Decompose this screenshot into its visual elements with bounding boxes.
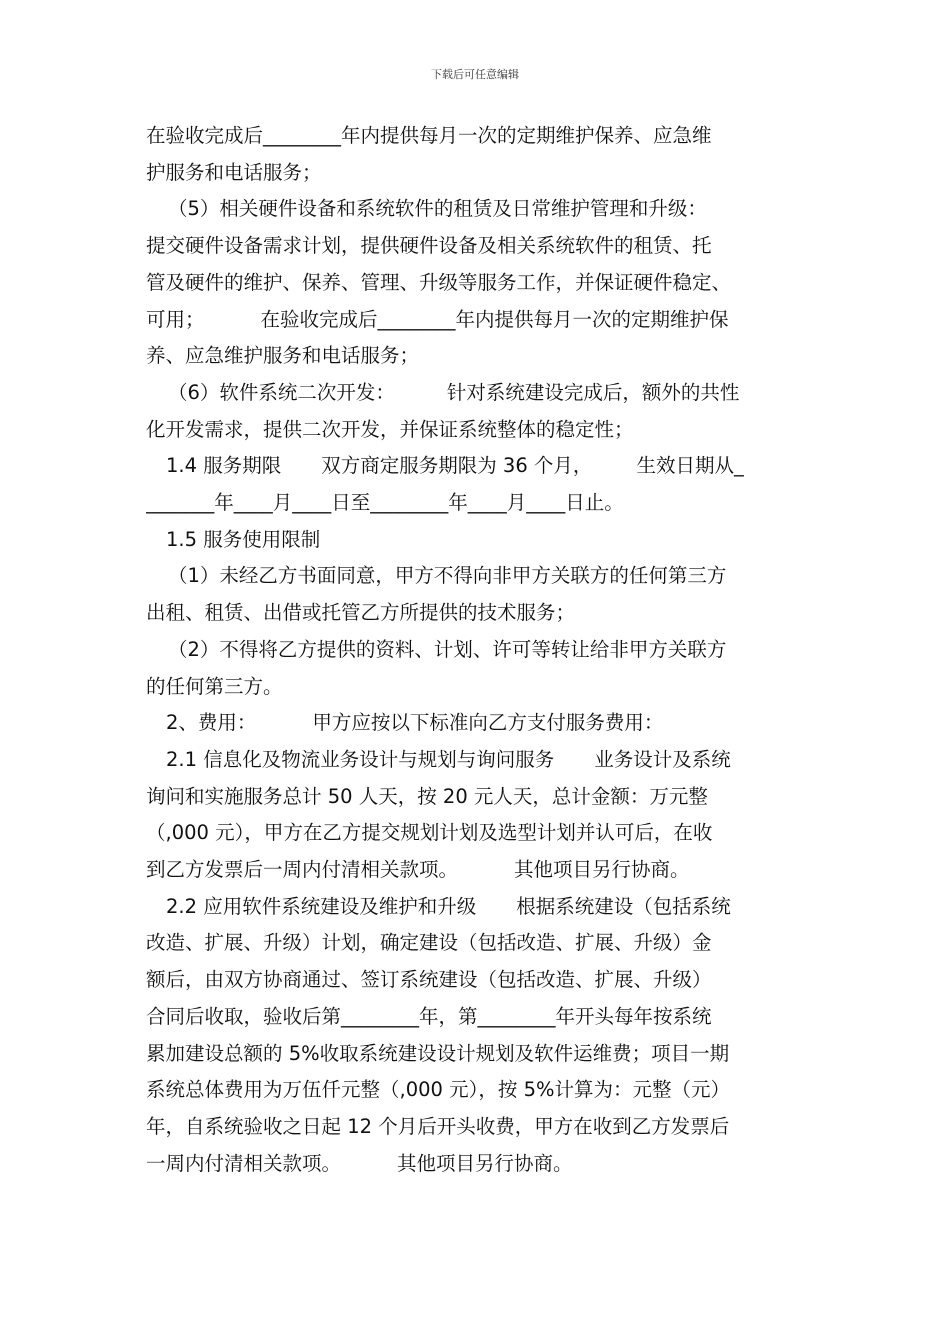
text-line: 养、应急维护服务和电话服务； <box>146 344 420 368</box>
text-segment: 其他项目另行协商。 <box>397 1151 573 1175</box>
text-line: （,000 元），甲方在乙方提交规划计划及选型计划并认可后，在收 <box>146 821 713 845</box>
text-segment: 针对系统建设完成后，额外的共性 <box>446 380 740 404</box>
document-body <box>146 118 806 1182</box>
text-line: （5）相关硬件设备和系统软件的租赁及日常维护管理和升级： <box>168 197 707 221</box>
text-segment: 双方商定服务期限为 36 个月， <box>321 454 593 478</box>
text-line: 提交硬件设备需求计划，提供硬件设备及相关系统软件的租赁、托 <box>146 234 712 258</box>
text-segment: 2.2 应用软件系统建设及维护和升级 <box>166 894 477 918</box>
text-segment: 业务设计及系统 <box>594 747 731 771</box>
text-line: 出租、租赁、出借或托管乙方所提供的技术服务； <box>146 601 576 625</box>
text-line: _______年____月____日至________年____月____日止。 <box>146 491 624 515</box>
text-segment: 一周内付清相关款项。 <box>146 1151 342 1175</box>
text-line <box>146 448 806 485</box>
text-line: 累加建设总额的 5%收取系统建设设计规划及软件运维费；项目一期 <box>146 1041 730 1065</box>
text-segment: 到乙方发票后一周内付清相关款项。 <box>146 858 459 882</box>
text-line: 在验收完成后________年内提供每月一次的定期维护保养、应急维 <box>146 124 712 147</box>
text-line: 年，自系统验收之日起 12 个月后开头收费，甲方在收到乙方发票后 <box>146 1114 730 1138</box>
text-line: 护服务和电话服务； <box>146 160 322 184</box>
text-line <box>146 705 806 742</box>
text-segment: （6）软件系统二次开发： <box>168 380 395 404</box>
text-segment: 2.1 信息化及物流业务设计与规划与询问服务 <box>166 747 555 771</box>
text-line: （1）未经乙方书面同意，甲方不得向非甲方关联方的任何第三方 <box>168 564 727 588</box>
text-segment: 在验收完成后________年内提供每月一次的定期维护保 <box>260 307 729 331</box>
text-line: 管及硬件的维护、保养、管理、升级等服务工作，并保证硬件稳定、 <box>146 270 732 294</box>
text-line <box>146 1146 806 1183</box>
text-line: 化开发需求，提供二次开发，并保证系统整体的稳定性； <box>146 417 634 441</box>
text-line: 1.5 服务使用限制 <box>166 527 321 551</box>
text-line: 询问和实施服务总计 50 人天，按 20 元人天，总计金额：万元整 <box>146 784 708 808</box>
text-line: 系统总体费用为万伍仟元整（,000 元），按 5%计算为：元整（元） <box>146 1078 731 1102</box>
text-line <box>146 375 806 412</box>
text-line: 的任何第三方。 <box>146 674 283 698</box>
text-line: （2）不得将乙方提供的资料、计划、许可等转让给非甲方关联方 <box>168 637 727 661</box>
text-line <box>146 302 806 339</box>
text-segment: 可用； <box>146 307 205 331</box>
text-line: 改造、扩展、升级）计划，确定建设（包括改造、扩展、升级）金 <box>146 931 712 955</box>
text-line <box>146 889 806 926</box>
text-line: 合同后收取，验收后第________年，第________年开头每年按系统 <box>146 1004 712 1028</box>
text-segment: 甲方应按以下标准向乙方支付服务费用： <box>312 711 664 735</box>
text-segment: 1.4 服务期限 <box>166 454 282 478</box>
text-segment: 生效日期从_ <box>636 454 744 478</box>
text-segment: 2、费用： <box>166 711 257 735</box>
text-line: 额后，由双方协商通过、签订系统建设（包括改造、扩展、升级） <box>146 968 712 992</box>
text-line <box>146 852 806 889</box>
text-line <box>146 742 806 779</box>
text-segment: 其他项目另行协商。 <box>514 858 690 882</box>
text-segment: 根据系统建设（包括系统 <box>516 894 731 918</box>
page-header: 下载后可任意编辑 <box>431 68 519 81</box>
